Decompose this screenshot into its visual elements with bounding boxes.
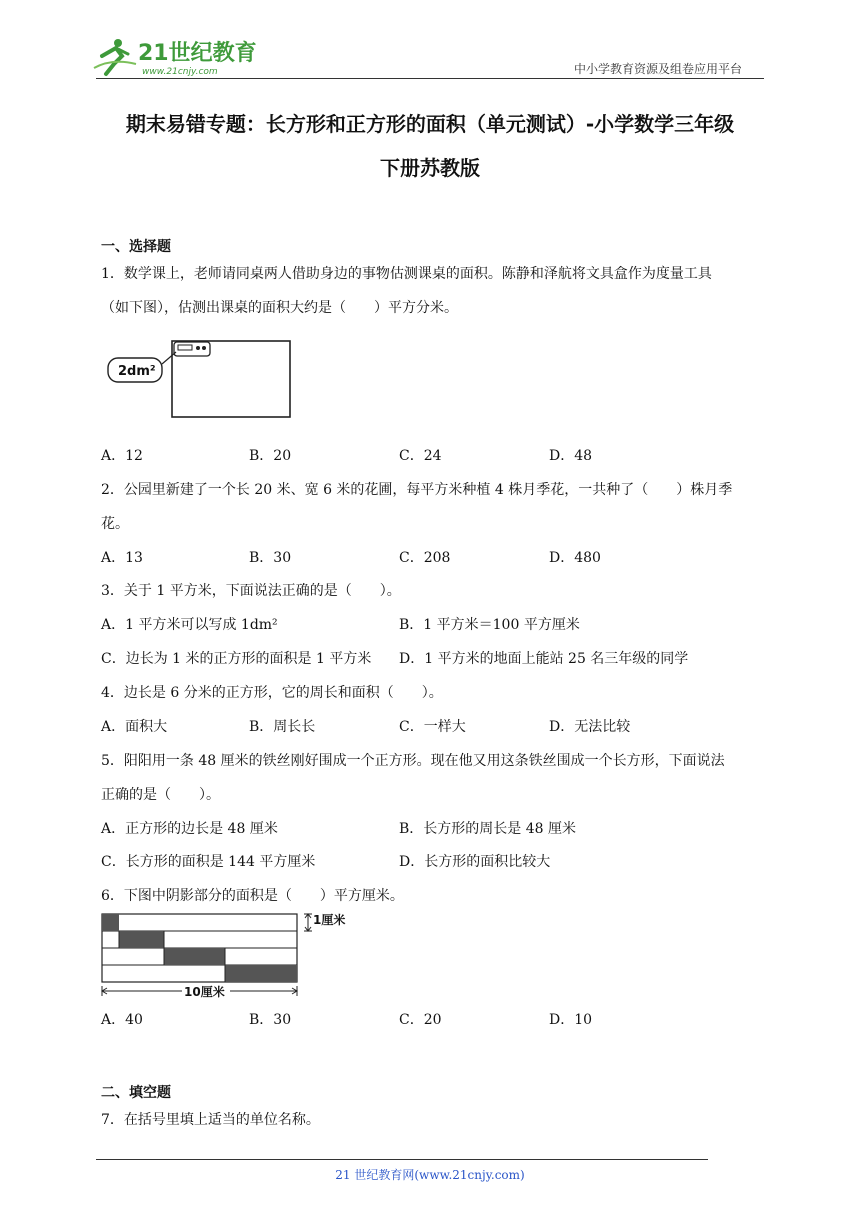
header-tagline: 中小学教育资源及组卷应用平台 xyxy=(574,62,743,76)
shaded-rect-row-2 xyxy=(119,931,164,948)
question-5-line-2: 正确的是（ ）。 xyxy=(101,787,220,803)
page-title-line-2: 下册苏教版 xyxy=(380,156,480,180)
runner-logo-icon xyxy=(94,39,136,74)
q4-option-d[interactable]: D．无法比较 xyxy=(549,719,631,735)
q2-option-d[interactable]: D．480 xyxy=(549,550,601,566)
q3-option-b[interactable]: B．1 平方米＝100 平方厘米 xyxy=(399,617,580,633)
q1-option-b[interactable]: B．20 xyxy=(249,448,292,464)
q2-option-b[interactable]: B．30 xyxy=(249,550,292,566)
q5-option-b[interactable]: B．长方形的周长是 48 厘米 xyxy=(399,821,577,837)
q1-option-a[interactable]: A．12 xyxy=(101,448,143,464)
question-6-figure xyxy=(98,910,358,998)
question-3-line-1: 3．关于 1 平方米，下面说法正确的是（ ）。 xyxy=(101,583,401,599)
q4-option-c[interactable]: C．一样大 xyxy=(399,719,466,735)
question-1-line-1: 1．数学课上，老师请同桌两人借助身边的事物估测课桌的面积。陈静和泽航将文具盒作为度量工具 xyxy=(101,266,712,282)
q1-option-d[interactable]: D．48 xyxy=(549,448,593,464)
q2-option-c[interactable]: C．208 xyxy=(399,550,451,566)
footer-divider xyxy=(96,1159,708,1160)
q6-option-a[interactable]: A．40 xyxy=(101,1012,143,1028)
question-4-line-1: 4．边长是 6 分米的正方形，它的周长和面积（ ）。 xyxy=(101,685,443,701)
footer-link[interactable]: 21 世纪教育网(www.21cnjy.com) xyxy=(335,1168,525,1182)
question-6-line-1: 6．下图中阴影部分的面积是（ ）平方厘米。 xyxy=(101,888,404,904)
q3-option-c[interactable]: C．边长为 1 米的正方形的面积是 1 平方米 xyxy=(101,651,372,667)
section-heading-choice: 一、选择题 xyxy=(101,239,171,255)
q1-option-c[interactable]: C．24 xyxy=(399,448,442,464)
width-label: 10厘米 xyxy=(184,985,225,998)
area-label: 2dm² xyxy=(118,364,156,379)
q5-option-c[interactable]: C．长方形的面积是 144 平方厘米 xyxy=(101,854,316,870)
q5-option-d[interactable]: D．长方形的面积比较大 xyxy=(399,854,551,870)
q6-option-c[interactable]: C．20 xyxy=(399,1012,442,1028)
shaded-rect-row-4 xyxy=(225,965,297,982)
q6-option-b[interactable]: B．30 xyxy=(249,1012,292,1028)
q3-option-d[interactable]: D．1 平方米的地面上能站 25 名三年级的同学 xyxy=(399,651,689,667)
q3-option-a[interactable]: A．1 平方米可以写成 1dm² xyxy=(101,617,278,633)
shaded-square-row-1 xyxy=(102,914,119,931)
page-title-line-1: 期末易错专题：长方形和正方形的面积（单元测试）-小学数学三年级 xyxy=(125,112,735,136)
question-7-line-1: 7．在括号里填上适当的单位名称。 xyxy=(101,1112,320,1128)
question-2-line-2: 花。 xyxy=(101,516,129,532)
pencil-box-icon xyxy=(174,342,210,356)
q5-option-a[interactable]: A．正方形的边长是 48 厘米 xyxy=(101,821,278,837)
q4-option-a[interactable]: A．面积大 xyxy=(101,719,168,735)
site-logo xyxy=(92,34,267,78)
logo-text: 21世纪教育 xyxy=(138,41,257,66)
q2-option-a[interactable]: A．13 xyxy=(101,550,143,566)
question-1-line-2: （如下图），估测出课桌的面积大约是（ ）平方分米。 xyxy=(101,300,458,316)
question-5-line-1: 5．阳阳用一条 48 厘米的铁丝刚好围成一个正方形。现在他又用这条铁丝围成一个长方形，下面说法 xyxy=(101,753,725,769)
logo-url: www.21cnjy.com xyxy=(142,67,218,77)
question-2-line-1: 2．公园里新建了一个长 20 米、宽 6 米的花圃，每平方米种植 4 株月季花，一共种了（ ）株月季 xyxy=(101,482,733,498)
header-divider xyxy=(96,78,764,79)
question-1-figure xyxy=(104,336,296,420)
shaded-rect-row-3 xyxy=(164,948,225,965)
q6-option-d[interactable]: D．10 xyxy=(549,1012,593,1028)
section-heading-fill-blank: 二、填空题 xyxy=(101,1085,171,1101)
height-label: 1厘米 xyxy=(313,913,346,927)
q4-option-b[interactable]: B．周长长 xyxy=(249,719,316,735)
